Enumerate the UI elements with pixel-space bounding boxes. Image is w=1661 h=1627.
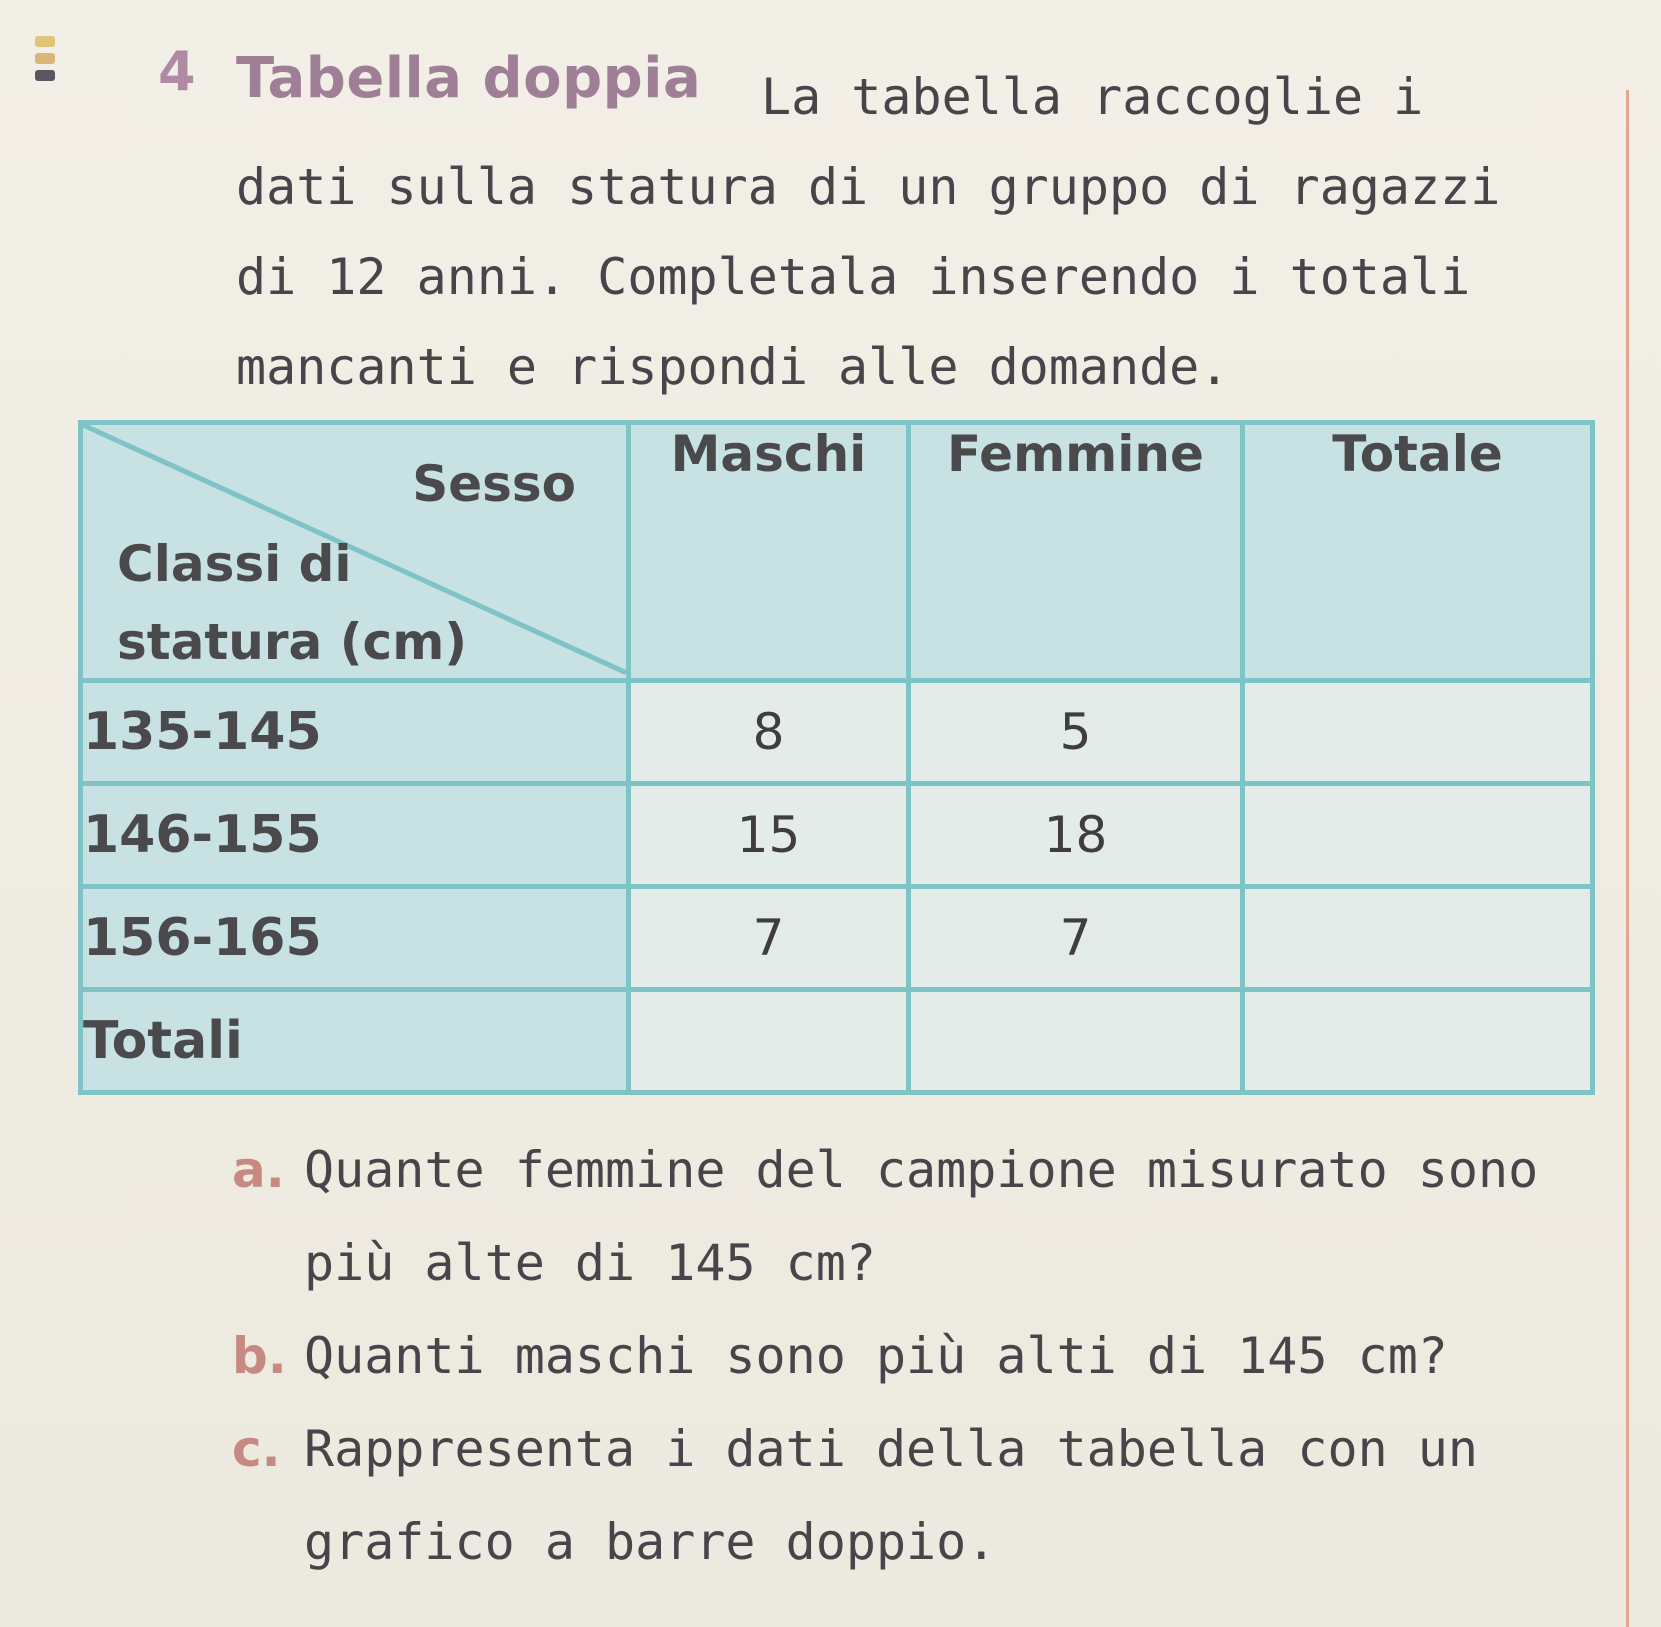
table-row xyxy=(81,886,1593,989)
difficulty-bar xyxy=(35,53,55,64)
column-header-femmine: Femmine xyxy=(909,423,1243,681)
exercise-intro: La tabella raccoglie i dati sulla statura di un gruppo di ragazzi di 12 anni. Completala inserendo i totali mancanti e rispondi alle domande. xyxy=(236,68,1501,396)
cell-femmine: 5 xyxy=(909,680,1243,783)
corner-label-classi: Classi di statura (cm) xyxy=(117,535,468,671)
row-header: 135-145 xyxy=(81,680,629,783)
cell-femmine: 18 xyxy=(909,783,1243,886)
cell-totale-empty[interactable] xyxy=(1243,783,1593,886)
cell-totale-empty[interactable] xyxy=(1243,680,1593,783)
cell-totali-totale-empty[interactable] xyxy=(1243,989,1593,1092)
column-header-maschi: Maschi xyxy=(629,423,909,681)
table-totals-row xyxy=(81,989,1593,1092)
corner-label-sesso: Sesso xyxy=(412,455,576,513)
question-item xyxy=(232,1124,1552,1310)
exercise-number: 4 xyxy=(158,40,196,103)
table-row xyxy=(81,680,1593,783)
cell-maschi: 7 xyxy=(629,886,909,989)
question-letter: a. xyxy=(232,1141,285,1199)
cell-maschi: 8 xyxy=(629,680,909,783)
question-item xyxy=(232,1403,1552,1589)
table-header-row xyxy=(81,423,1593,681)
page-margin-line xyxy=(1626,90,1629,1627)
row-header: 146-155 xyxy=(81,783,629,886)
column-header-totale: Totale xyxy=(1243,423,1593,681)
cell-maschi: 15 xyxy=(629,783,909,886)
table-corner-cell xyxy=(81,423,629,681)
difficulty-indicator xyxy=(35,36,55,81)
question-text: Quante femmine del campione misurato sono più alte di 145 cm? xyxy=(304,1141,1539,1292)
question-letter: c. xyxy=(232,1420,281,1478)
question-text: Rappresenta i dati della tabella con un grafico a barre doppio. xyxy=(304,1420,1478,1571)
cell-femmine: 7 xyxy=(909,886,1243,989)
double-entry-table xyxy=(78,420,1595,1095)
difficulty-bar xyxy=(35,36,55,47)
difficulty-bar xyxy=(35,70,55,81)
row-header: 156-165 xyxy=(81,886,629,989)
question-text: Quanti maschi sono più alti di 145 cm? xyxy=(304,1327,1448,1385)
table-row xyxy=(81,783,1593,886)
exercise-title: Tabella doppia xyxy=(236,46,702,111)
question-list xyxy=(232,1124,1552,1589)
cell-totali-femmine-empty[interactable] xyxy=(909,989,1243,1092)
cell-totale-empty[interactable] xyxy=(1243,886,1593,989)
question-letter: b. xyxy=(232,1327,287,1385)
row-header-totali: Totali xyxy=(81,989,629,1092)
cell-totali-maschi-empty[interactable] xyxy=(629,989,909,1092)
question-item xyxy=(232,1310,1552,1403)
